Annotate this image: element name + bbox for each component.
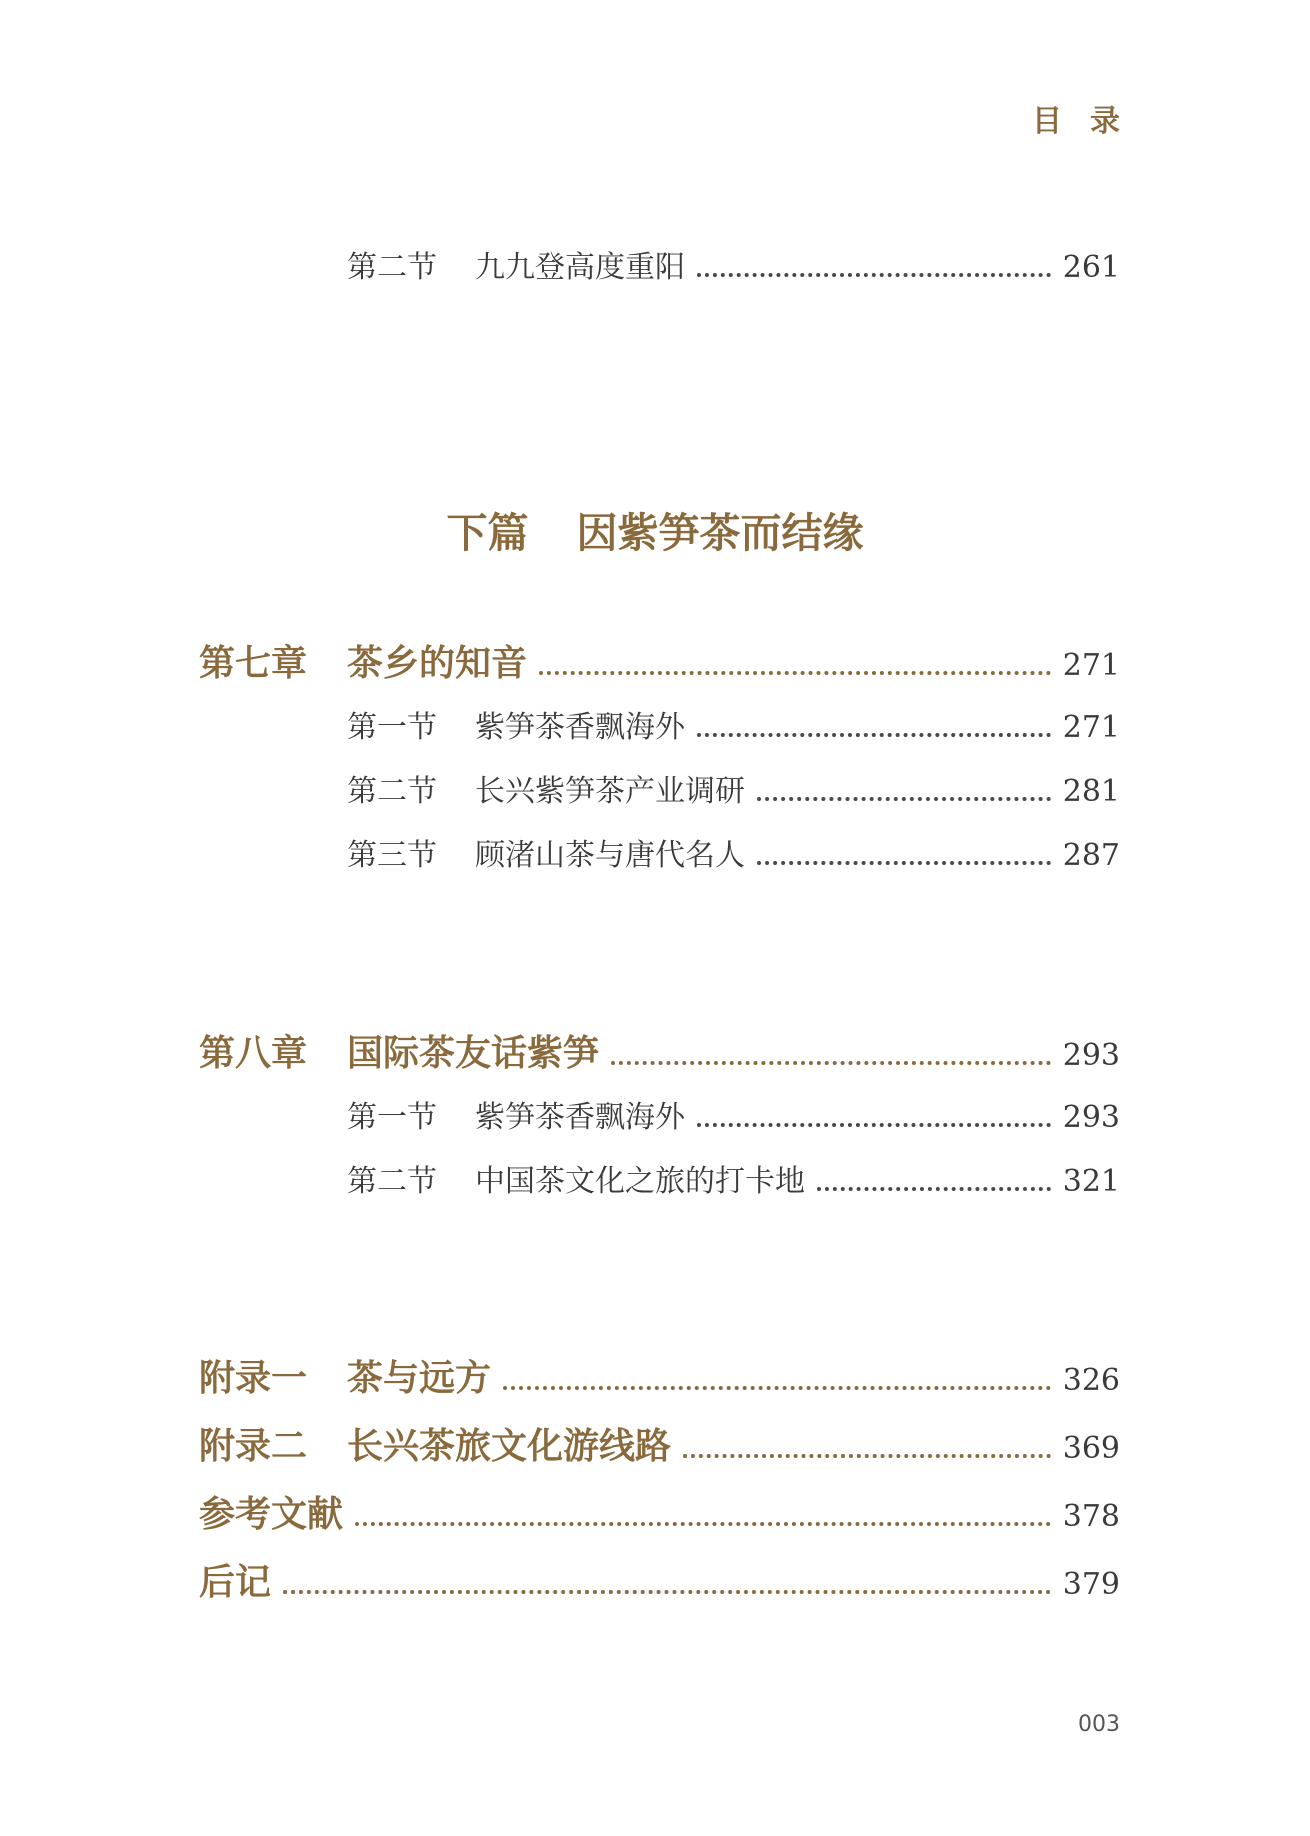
toc-dot-leader bbox=[697, 273, 1051, 277]
toc-section-label: 第二节 bbox=[347, 1164, 437, 1199]
toc-section-title: 紫笋茶香飘海外 bbox=[475, 1100, 685, 1135]
toc-dot-leader bbox=[503, 1386, 1051, 1390]
toc-appendix-label: 附录二 bbox=[199, 1425, 308, 1467]
toc-page-number: 271 bbox=[1062, 648, 1120, 683]
toc-section-title: 顾渚山茶与唐代名人 bbox=[475, 838, 745, 873]
toc-entry-references[interactable] bbox=[199, 1493, 1120, 1535]
toc-dot-leader bbox=[539, 671, 1051, 675]
toc-entry-section[interactable] bbox=[347, 250, 1120, 285]
toc-dot-leader bbox=[697, 733, 1051, 737]
toc-page-number: 379 bbox=[1062, 1567, 1120, 1602]
toc-chapter-title: 茶乡的知音 bbox=[347, 642, 528, 684]
toc-page-number: 378 bbox=[1062, 1499, 1120, 1534]
toc-page-number: 281 bbox=[1062, 774, 1120, 809]
toc-section-label: 第一节 bbox=[347, 710, 437, 745]
toc-section-label: 第一节 bbox=[347, 1100, 437, 1135]
toc-section-title: 九九登高度重阳 bbox=[475, 250, 685, 285]
toc-page-number: 326 bbox=[1062, 1363, 1120, 1398]
toc-references-title: 参考文献 bbox=[199, 1493, 344, 1535]
toc-section-title: 中国茶文化之旅的打卡地 bbox=[475, 1164, 805, 1199]
toc-page-number: 293 bbox=[1062, 1038, 1120, 1073]
toc-page-number: 261 bbox=[1062, 250, 1120, 285]
part-label: 下篇 bbox=[446, 509, 529, 557]
toc-section-title: 紫笋茶香飘海外 bbox=[475, 710, 685, 745]
toc-section-title: 长兴紫笋茶产业调研 bbox=[475, 774, 745, 809]
toc-dot-leader bbox=[697, 1123, 1051, 1127]
toc-page-number: 369 bbox=[1062, 1431, 1120, 1466]
toc-appendix-title: 茶与远方 bbox=[347, 1357, 492, 1399]
toc-page-number: 293 bbox=[1062, 1100, 1120, 1135]
toc-entry-section[interactable] bbox=[347, 1100, 1120, 1135]
toc-chapter-label: 第七章 bbox=[199, 642, 308, 684]
footer-page-number: 003 bbox=[1078, 1712, 1120, 1737]
toc-section-label: 第二节 bbox=[347, 774, 437, 809]
toc-dot-leader bbox=[283, 1590, 1051, 1594]
toc-entry-section[interactable] bbox=[347, 1164, 1120, 1199]
part-title: 因紫笋茶而结缘 bbox=[576, 509, 864, 557]
toc-dot-leader bbox=[817, 1187, 1051, 1191]
toc-dot-leader bbox=[611, 1061, 1051, 1065]
part-heading bbox=[0, 500, 1310, 559]
toc-dot-leader bbox=[757, 797, 1051, 801]
toc-dot-leader bbox=[683, 1454, 1051, 1458]
toc-appendix-label: 附录一 bbox=[199, 1357, 308, 1399]
toc-entry-section[interactable] bbox=[347, 774, 1120, 809]
toc-entry-chapter[interactable] bbox=[199, 642, 1120, 684]
toc-section-label: 第二节 bbox=[347, 250, 437, 285]
page-header-title: 目录 bbox=[1032, 104, 1148, 139]
toc-entry-appendix[interactable] bbox=[199, 1425, 1120, 1467]
toc-page-number: 321 bbox=[1062, 1164, 1120, 1199]
toc-section-label: 第三节 bbox=[347, 838, 437, 873]
toc-entry-chapter[interactable] bbox=[199, 1032, 1120, 1074]
toc-chapter-title: 国际茶友话紫笋 bbox=[347, 1032, 600, 1074]
toc-page-number: 271 bbox=[1062, 710, 1120, 745]
toc-chapter-label: 第八章 bbox=[199, 1032, 308, 1074]
toc-entry-appendix[interactable] bbox=[199, 1357, 1120, 1399]
toc-afterword-title: 后记 bbox=[199, 1561, 272, 1603]
toc-appendix-title: 长兴茶旅文化游线路 bbox=[347, 1425, 672, 1467]
toc-dot-leader bbox=[757, 861, 1051, 865]
toc-entry-section[interactable] bbox=[347, 838, 1120, 873]
toc-dot-leader bbox=[355, 1522, 1051, 1526]
toc-page-number: 287 bbox=[1062, 838, 1120, 873]
toc-entry-section[interactable] bbox=[347, 710, 1120, 745]
toc-entry-afterword[interactable] bbox=[199, 1561, 1120, 1603]
